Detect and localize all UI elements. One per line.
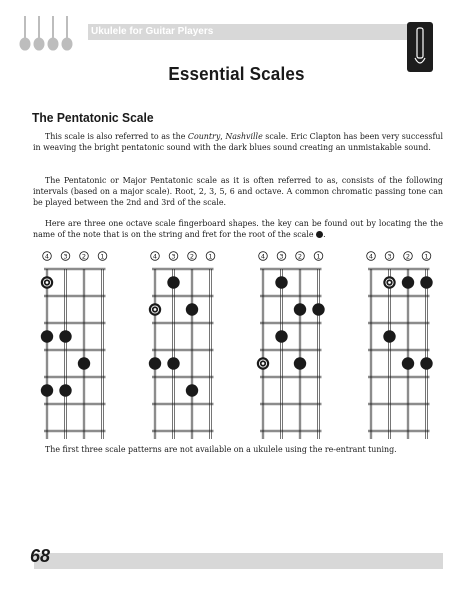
paragraph-2: The Pentatonic or Major Pentatonic scale as it is often referred to as, consists of the following intervals (based on a major scale). Root, 2, 3, 5, 6 and octave. A common chromatic passing tone can be played between the 2nd and 3rd of the scale. xyxy=(33,176,443,208)
fretboard-diagram-4 xyxy=(367,252,433,439)
paragraph-4: The first three scale patterns are not available on a ukulele using the re-entrant tuning. xyxy=(45,445,397,454)
string-label: 4 xyxy=(152,252,158,261)
string-label: 2 xyxy=(297,252,303,261)
string-label: 1 xyxy=(100,252,105,261)
note-dot xyxy=(312,303,324,315)
root-note-center xyxy=(46,281,49,284)
string-label: 1 xyxy=(424,252,429,261)
string-label: 3 xyxy=(63,252,68,261)
string-label: 3 xyxy=(387,252,392,261)
paragraph-1: This scale is also referred to as the Country, Nashville scale. Eric Clapton has been very successful in weaving the bright pentatonic sound with the dark blues sound creating an unmistakable sound. xyxy=(33,132,443,153)
note-dot xyxy=(402,276,414,288)
string-label: 3 xyxy=(279,252,284,261)
note-dot xyxy=(41,384,53,396)
string-label: 4 xyxy=(368,252,374,261)
note-dot xyxy=(149,357,161,369)
note-dot xyxy=(186,303,198,315)
running-header: Ukulele for Guitar Players xyxy=(88,24,409,40)
fretboard-diagram-2 xyxy=(149,252,215,439)
note-dot xyxy=(59,384,71,396)
paragraph-3: Here are three one octave scale fingerboard shapes. the key can be found out by locating the the name of the note that is on the string and fret for the root of the scale . xyxy=(33,219,443,240)
string-label: 4 xyxy=(44,252,50,261)
note-dot xyxy=(59,330,71,342)
page-title: Essential Scales xyxy=(168,63,305,84)
root-note-center xyxy=(154,308,157,311)
note-dot xyxy=(186,384,198,396)
note-dot xyxy=(167,357,179,369)
note-dot xyxy=(420,357,432,369)
fretboard-diagram-1 xyxy=(41,252,107,439)
note-dot xyxy=(275,276,287,288)
note-dot xyxy=(420,276,432,288)
note-dot xyxy=(41,330,53,342)
string-label: 1 xyxy=(316,252,321,261)
note-dot xyxy=(78,357,90,369)
note-dot xyxy=(294,357,306,369)
section-heading: The Pentatonic Scale xyxy=(32,110,154,125)
note-dot xyxy=(383,330,395,342)
note-dot xyxy=(294,303,306,315)
string-label: 2 xyxy=(405,252,411,261)
string-label: 3 xyxy=(171,252,176,261)
root-note-center xyxy=(262,362,265,365)
root-note-center xyxy=(388,281,391,284)
string-label: 2 xyxy=(81,252,87,261)
footer-bar xyxy=(34,553,443,569)
note-dot xyxy=(402,357,414,369)
page-number: 68 xyxy=(30,546,51,566)
string-label: 1 xyxy=(208,252,213,261)
note-dot xyxy=(275,330,287,342)
note-dot xyxy=(167,276,179,288)
string-label: 4 xyxy=(260,252,266,261)
fretboard-diagram-3 xyxy=(257,252,325,439)
string-label: 2 xyxy=(189,252,195,261)
